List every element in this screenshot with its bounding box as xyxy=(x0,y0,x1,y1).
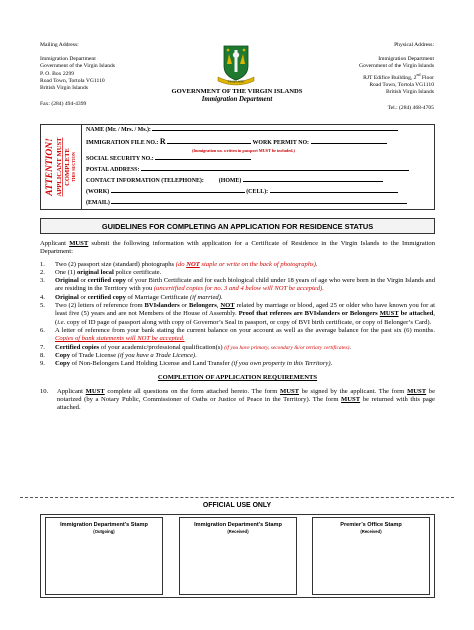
item-text: related by marriage or blood, aged 25 or older who have known you for at least five (5) years and are not Members of the House of Assembly. xyxy=(55,302,435,318)
email-field[interactable] xyxy=(111,199,407,204)
telephone-number: Tel.: (284) 468-4705 xyxy=(387,105,434,112)
physical-line: British Virgin Islands xyxy=(386,88,434,95)
official-use-title: OFFICIAL USE ONLY xyxy=(202,502,272,509)
item-emphasis: NOT xyxy=(220,302,235,310)
item-emphasis: MUST xyxy=(379,310,399,318)
item-text: of Non-Belongers Land Holding License and Land Transfer xyxy=(70,360,232,368)
item-number: 8. xyxy=(40,351,45,359)
guidelines-banner xyxy=(40,218,435,234)
intro-text: Applicant xyxy=(40,240,70,247)
item-number: 6. xyxy=(40,326,45,334)
item-number: 9. xyxy=(40,360,45,368)
ssn-field[interactable] xyxy=(155,155,251,160)
permit-number-field[interactable] xyxy=(311,139,387,144)
item-text: of Marriage Certificate xyxy=(125,293,190,301)
item-text: , ( xyxy=(55,310,435,326)
item-emphasis: MUST xyxy=(341,396,361,404)
crest-motto: VIGILATE xyxy=(227,79,245,84)
item-number: 7. xyxy=(40,343,45,351)
received-stamp-box xyxy=(179,517,297,595)
applicant-must-text: APPLICANT MUST xyxy=(56,137,63,197)
item-note: (do xyxy=(175,260,187,268)
item-number: 10. xyxy=(40,387,49,395)
item-note: (if you have primary, secondary &/or tertiary certificates) xyxy=(224,344,350,351)
physical-address-label: Physical Address: xyxy=(394,42,434,48)
item-text: or xyxy=(78,277,88,285)
coat-of-arms-icon xyxy=(210,44,262,86)
name-row xyxy=(86,126,398,133)
item-number: 1. xyxy=(40,260,45,268)
mailing-line: Government of the Virgin Islands xyxy=(40,63,115,70)
item-note: (uncertified copies for no. 3 and 4 below will NOT be accepted). xyxy=(153,285,324,293)
outgoing-stamp-box xyxy=(45,517,163,595)
item-emphasis: Original xyxy=(55,277,79,285)
name-field[interactable] xyxy=(152,126,398,131)
complete-text: COMPLETE xyxy=(64,148,71,186)
stamp-subtitle: (Outgoing) xyxy=(93,529,115,534)
item-note: NOT xyxy=(186,260,200,268)
stamp-title: Immigration Department’s Stamp xyxy=(194,522,282,528)
work-phone-field[interactable] xyxy=(111,188,245,193)
item-number: 2. xyxy=(40,268,45,276)
item-text: copy of ID page of passport along with copy of Governor’s Seal in passport, or copy of BVI birth certificate, or copy of Belonger’s Card). xyxy=(65,318,432,326)
item-text: . xyxy=(195,351,197,359)
item-text: A letter of reference from your bank stating the current balance on your account as well as the average balance for the past six (6) months. xyxy=(55,326,435,334)
file-note: (Immigration no. written in passport MUST be included.) xyxy=(192,148,295,153)
list-item xyxy=(40,277,435,294)
item-text: or xyxy=(78,293,88,301)
mailing-line: British Virgin Islands xyxy=(40,85,88,92)
attention-banner xyxy=(40,124,82,210)
physical-line: RJT Edifice Building, 2nd Floor xyxy=(363,71,434,81)
item-emphasis: MUST xyxy=(407,387,427,395)
mailing-line: Road Town, Tortola VG1110 xyxy=(40,77,105,84)
contact-label: CONTACT INFORMATION (TELEPHONE): xyxy=(86,178,204,184)
list-item xyxy=(40,360,435,368)
item-note: Copies of bank statements will NOT be accepted. xyxy=(55,335,185,343)
physical-line: Immigration Department xyxy=(378,56,434,63)
mailing-line: P. O. Box 2299 xyxy=(40,70,75,77)
email-label: (EMAIL) xyxy=(86,200,110,206)
item-text: of your Birth Certificate and for each biological child under 18 years of age who were born in the Virgin Islands and are residing in the Territory with you xyxy=(55,277,435,293)
item-emphasis: MUST xyxy=(279,387,300,395)
item-emphasis: Original xyxy=(55,293,79,301)
item-text: , xyxy=(216,302,221,310)
item-text: . xyxy=(220,293,223,301)
item-text: be signed by the applicant. The form xyxy=(299,387,408,395)
list-item xyxy=(40,269,435,277)
item-note: (if you own property in this Territory) xyxy=(231,360,331,368)
ssn-label: SOCIAL SECURITY NO.: xyxy=(86,156,154,162)
cut-line xyxy=(20,497,454,498)
stamp-title: Premier’s Office Stamp xyxy=(340,522,402,528)
item-emphasis: Belongers xyxy=(188,302,217,310)
stamp-subtitle: (Received) xyxy=(360,529,382,534)
file-number-field[interactable] xyxy=(167,139,251,144)
intro-must: MUST xyxy=(69,240,89,247)
physical-line: Road Town, Tortola VG1110 xyxy=(369,81,434,88)
item-emphasis: be attached xyxy=(398,310,434,318)
item-text: . xyxy=(330,360,333,368)
ssn-row xyxy=(86,155,251,162)
postal-label: POSTAL ADDRESS: xyxy=(86,167,140,173)
stamps-box xyxy=(40,514,435,598)
item-number: 3. xyxy=(40,277,45,285)
item-number: 5. xyxy=(40,302,45,310)
email-row xyxy=(86,199,407,206)
list-item xyxy=(40,352,435,360)
item-emphasis: Proof that referees are BVIslanders or Belongers xyxy=(238,310,380,318)
item-emphasis: BVIslanders xyxy=(144,302,180,310)
item-emphasis: original local xyxy=(76,268,114,276)
item-number: 4. xyxy=(40,293,45,301)
item-text: police certificate. xyxy=(113,268,162,276)
item-note: (if married) xyxy=(189,293,221,301)
cell-label: (CELL): xyxy=(246,189,269,195)
physical-line: Government of the Virgin Islands xyxy=(359,63,434,70)
item-note: i.e. xyxy=(57,318,66,326)
item-text: complete all questions on the form attached hereto. The form xyxy=(104,387,280,395)
item-text: of Trade License xyxy=(70,351,118,359)
mailing-line: Immigration Department xyxy=(40,56,96,63)
item-emphasis: certified copy xyxy=(87,277,126,285)
file-row xyxy=(86,137,387,146)
cell-phone-field[interactable] xyxy=(270,188,398,193)
guidelines-body xyxy=(40,240,435,413)
item-text: One (1) xyxy=(55,268,77,276)
item-emphasis: Copy xyxy=(55,360,71,368)
contact-row xyxy=(86,177,383,184)
file-label: IMMIGRATION FILE NO.: xyxy=(86,140,159,146)
item-text: . xyxy=(315,260,318,268)
premier-stamp-box xyxy=(312,517,430,595)
postal-address-field[interactable] xyxy=(141,166,409,171)
government-title: GOVERNMENT OF THE VIRGIN ISLANDS xyxy=(171,88,303,95)
postal-row xyxy=(86,166,409,173)
item-emphasis: MUST xyxy=(85,387,105,395)
stamp-title: Immigration Department’s Stamp xyxy=(60,522,148,528)
list-item xyxy=(40,327,435,344)
item-note: staple or write on the back of photographs) xyxy=(199,260,316,268)
item-text: Two (2) letters of reference from xyxy=(55,302,145,310)
stamp-subtitle: (Received) xyxy=(227,529,249,534)
this-section-text: THIS SECTION xyxy=(71,152,76,182)
item-emphasis: Certified copies xyxy=(55,343,100,351)
mailing-address-label: Mailing Address: xyxy=(40,42,79,48)
home-phone-field[interactable] xyxy=(243,177,383,182)
item-text: of your academic/professional qualification(s) xyxy=(99,343,225,351)
intro-text: submit the following information with application for a Certificate of Residence in the Virgin Islands to the Immigration Department: xyxy=(40,240,435,256)
completion-title: COMPLETION OF APPLICATION REQUIREMENTS xyxy=(157,374,318,382)
permit-label: WORK PERMIT NO: xyxy=(252,140,310,146)
item-text: or xyxy=(179,302,189,310)
guidelines-title: GUIDELINES FOR COMPLETING AN APPLICATION FOR RESIDENCE STATUS xyxy=(101,222,374,231)
name-label: NAME (Mr. / Mrs. / Ms.): xyxy=(86,127,151,133)
attention-text: ATTENTION! xyxy=(45,138,55,196)
list-item xyxy=(40,302,435,327)
item-emphasis: Copy xyxy=(55,351,71,359)
intro-paragraph xyxy=(40,240,435,257)
work-cell-row xyxy=(86,188,398,195)
item-note: (if you have a Trade Licence) xyxy=(117,351,196,359)
department-title: Immigration Department xyxy=(201,96,273,103)
list-item xyxy=(40,344,435,352)
item-emphasis: certified copy xyxy=(87,293,126,301)
item-text: . xyxy=(349,343,352,351)
work-label: (WORK) xyxy=(86,189,110,195)
home-label: (HOME) xyxy=(218,178,242,184)
item-text: be returned with this page attached. xyxy=(57,396,435,412)
item-text: be notarized (by a Notary Public, Commissioner of Oaths or Justice of Peace in the Territory). The form xyxy=(57,387,435,404)
list-item xyxy=(40,261,435,269)
list-item xyxy=(40,294,435,302)
list-item xyxy=(40,388,435,413)
item-text: Two (2) passport size (standard) photographs xyxy=(55,260,176,268)
file-prefix: R xyxy=(159,137,166,146)
fax-number: Fax: (284) 494-4399 xyxy=(40,101,87,108)
item-text: Applicant xyxy=(57,387,86,395)
